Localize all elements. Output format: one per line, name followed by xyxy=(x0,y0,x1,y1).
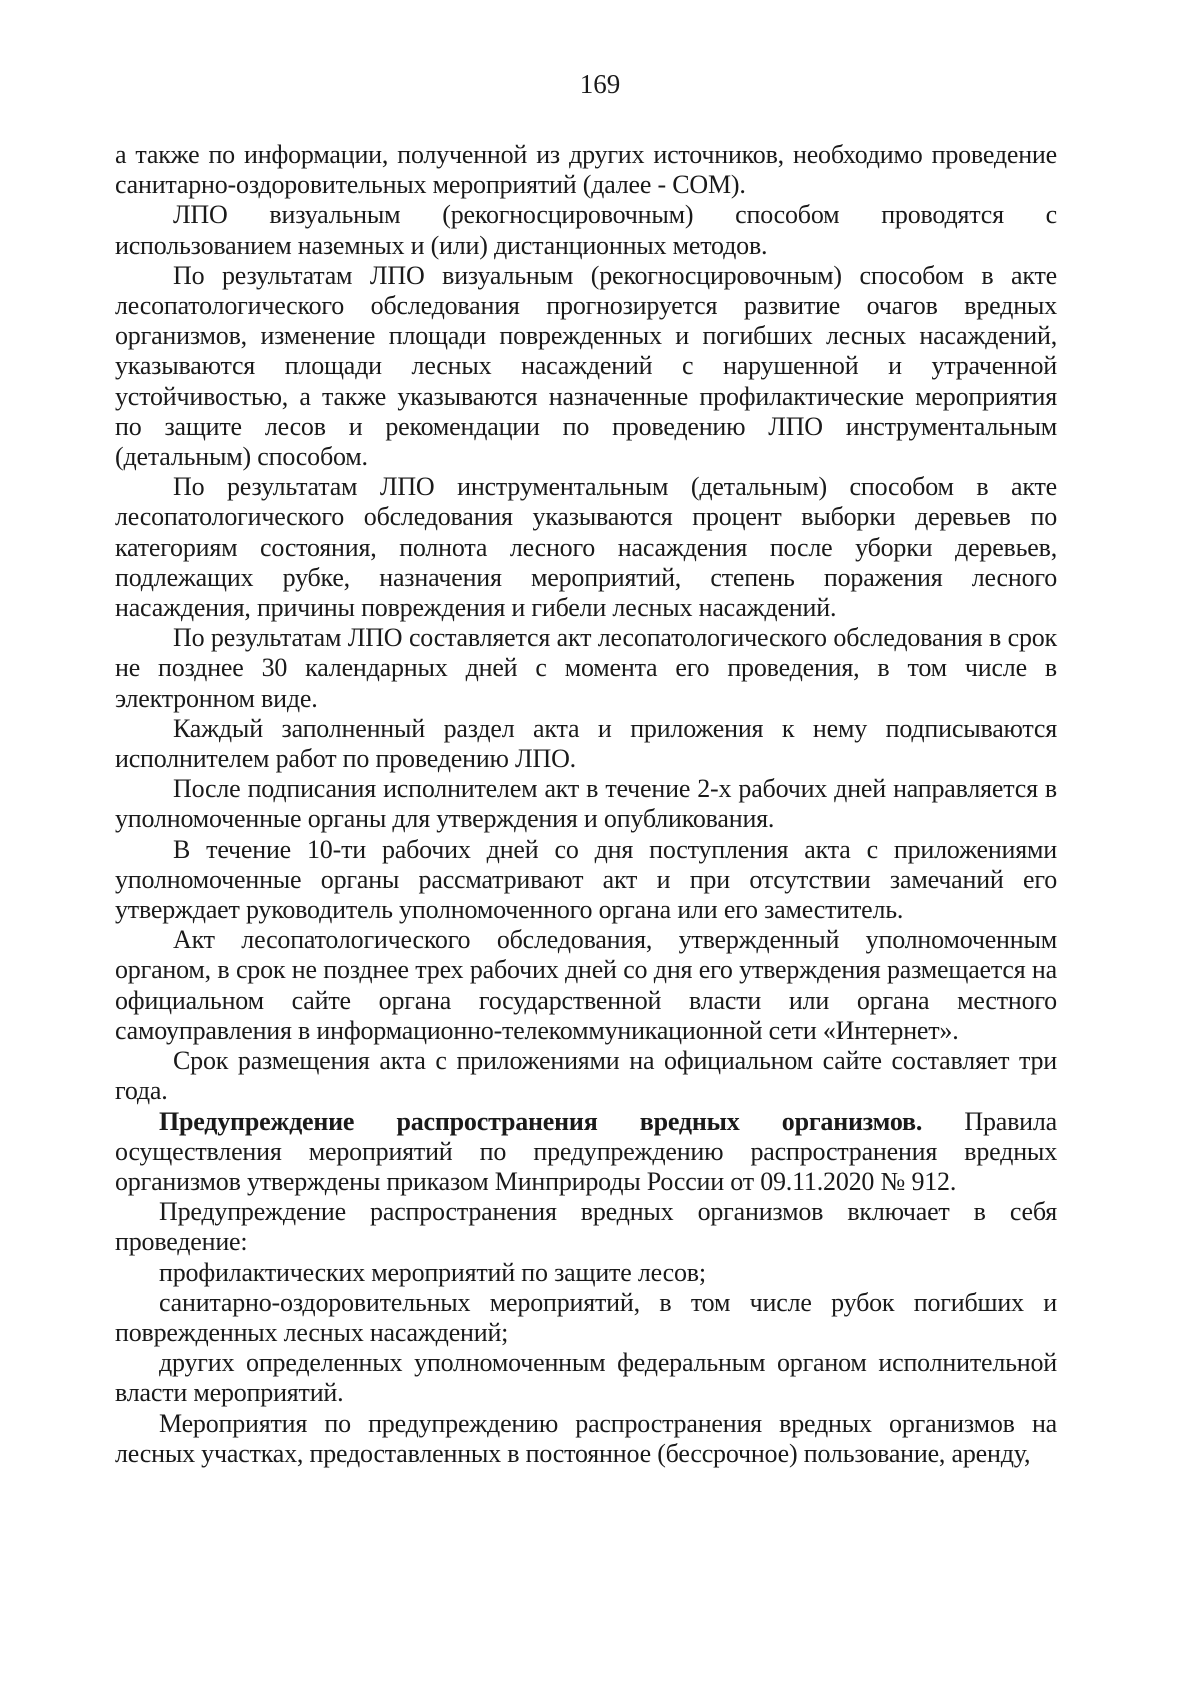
paragraph: Мероприятия по предупреждению распространения вредных организмов на лесных участках, предоставленных в постоянное (бессрочное) пользование, аренду, xyxy=(115,1408,1057,1468)
paragraph: По результатам ЛПО составляется акт лесопатологического обследования в срок не позднее 30 календарных дней с момента его проведения, в том числе в электронном виде. xyxy=(115,623,1057,713)
page-number: 169 xyxy=(579,69,621,99)
list-item: профилактических мероприятий по защите лесов; xyxy=(159,1257,706,1287)
paragraph-continuation: а также по информации, полученной из других источников, необходимо проведение санитарно-оздоровительных мероприятий (далее - СОМ). xyxy=(115,140,1057,200)
paragraph: ЛПО визуальным (рекогносцировочным) способом проводятся с использованием наземных и (или) дистанционных методов. xyxy=(115,200,1057,260)
paragraph: По результатам ЛПО визуальным (рекогносцировочным) способом в акте лесопатологического обследования прогнозируется развитие очагов вредных организмов, изменение площади поврежденных и погибших лесных насаждений, указываются площади лесных насаждений с нарушенной и утраченной устойчивостью, а также указываются назначенные профилактические мероприятия по защите лесов и рекомендации по проведению ЛПО инструментальным (детальным) способом. xyxy=(115,260,1057,472)
paragraph: Предупреждение распространения вредных организмов включает в себя проведение: xyxy=(115,1197,1057,1257)
list-item: санитарно-оздоровительных мероприятий, в том числе рубок погибших и поврежденных лесных насаждений; xyxy=(115,1287,1057,1347)
paragraph: Акт лесопатологического обследования, утвержденный уполномоченным органом, в срок не позднее трех рабочих дней со дня его утверждения размещается на официальном сайте органа государственной власти или органа местного самоуправления в информационно-телекоммуникационной сети «Интернет». xyxy=(115,925,1057,1045)
paragraph: Каждый заполненный раздел акта и приложения к нему подписываются исполнителем работ по проведению ЛПО. xyxy=(115,713,1057,774)
paragraph: В течение 10-ти рабочих дней со дня поступления акта с приложениями уполномоченные органы рассматривают акт и при отсутствии замечаний его утверждает руководитель уполномоченного органа или его заместитель. xyxy=(115,834,1057,925)
list-item: других определенных уполномоченным федеральным органом исполнительной власти мероприятий. xyxy=(115,1348,1057,1408)
section-paragraph xyxy=(115,1107,1057,1198)
paragraph: Срок размещения акта с приложениями на официальном сайте составляет три года. xyxy=(115,1046,1057,1106)
section-heading: Предупреждение распространения вредных организмов. xyxy=(159,1106,923,1136)
section-heading-text: Правила осуществления мероприятий по предупреждению распространения вредных организмов утверждены приказом Минприроды России от 09.11.2020 № 912. xyxy=(115,1106,1057,1196)
document-body xyxy=(115,140,1057,1469)
paragraph: После подписания исполнителем акт в течение 2-х рабочих дней направляется в уполномоченные органы для утверждения и опубликования. xyxy=(115,774,1057,834)
paragraph: По результатам ЛПО инструментальным (детальным) способом в акте лесопатологического обследования указываются процент выборки деревьев по категориям состояния, полнота лесного насаждения после уборки деревьев, подлежащих рубке, назначения мероприятий, степень поражения лесного насаждения, причины повреждения и гибели лесных насаждений. xyxy=(115,472,1057,623)
